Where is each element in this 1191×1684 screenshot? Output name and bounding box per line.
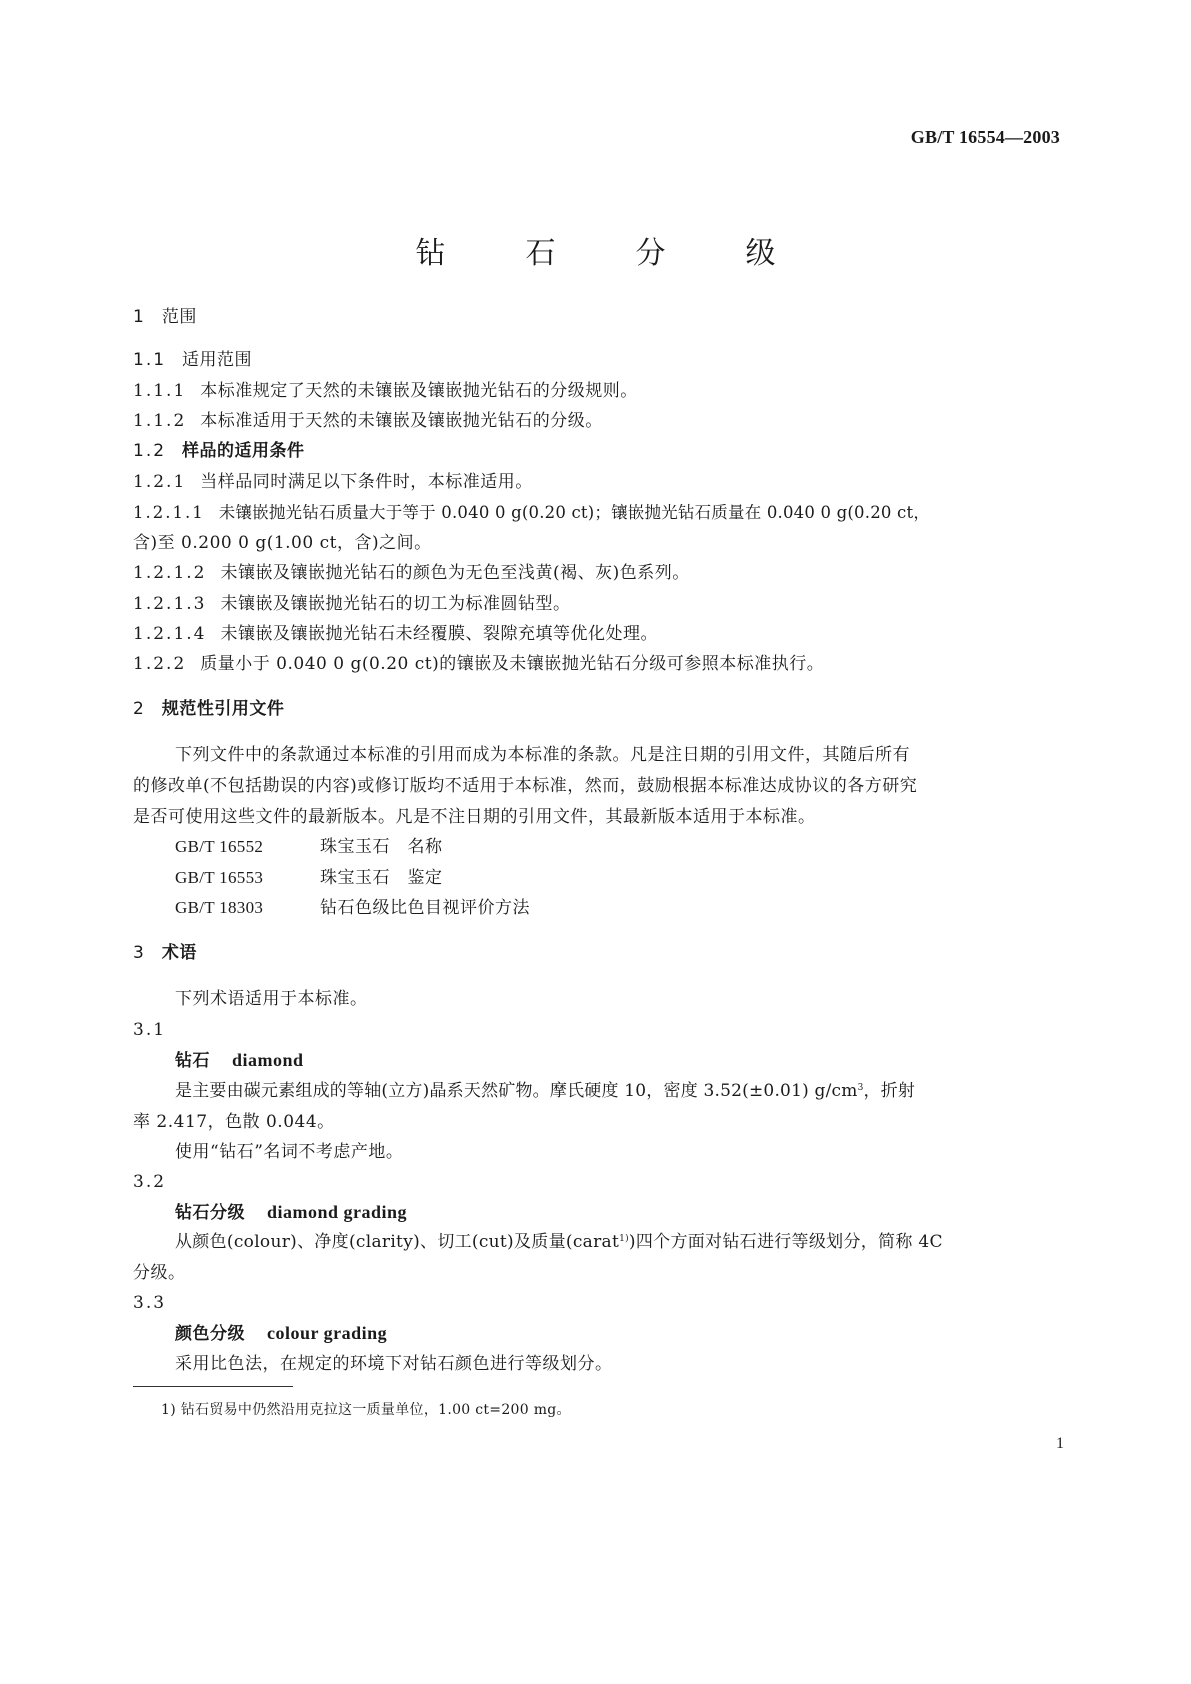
title-char: 钻 — [415, 236, 446, 271]
section-1-heading — [133, 305, 1058, 329]
section-number: 1.2 — [133, 441, 167, 461]
reference-code: GB/T 18303 — [175, 898, 264, 917]
term-definition-cont: 率 2.417，色散 0.044。 — [133, 1112, 335, 1132]
clause-1-2-1-1-cont — [133, 531, 1058, 555]
clause-1-1-2 — [133, 409, 1058, 433]
clause-1-2-1-1 — [133, 501, 1058, 525]
term-number: 3.2 — [133, 1172, 167, 1192]
clause-text: 质量小于 0.040 0 g(0.20 ct)的镶嵌及未镶嵌抛光钻石分级可参照本标准执行。 — [200, 654, 825, 674]
clause-text: 当样品同时满足以下条件时，本标准适用。 — [200, 472, 533, 492]
term-entry — [175, 1200, 1058, 1225]
section-1-2-heading — [133, 439, 1058, 463]
section-number: 1.1 — [133, 350, 167, 370]
footnote: 1) 钻石贸易中仍然沿用克拉这一质量单位，1.00 ct=200 mg。 — [161, 1402, 571, 1418]
reference-item — [175, 866, 1058, 890]
title-char: 级 — [745, 236, 776, 271]
footnote-divider — [133, 1386, 293, 1387]
reference-item — [175, 835, 1058, 859]
term-entry — [175, 1321, 1058, 1346]
term-definition: 采用比色法，在规定的环境下对钻石颜色进行等级划分。 — [175, 1354, 613, 1374]
section-2-heading — [133, 697, 1058, 721]
section-title: 规范性引用文件 — [161, 699, 285, 719]
term-english: colour grading — [267, 1323, 388, 1343]
clause-text: 未镶嵌及镶嵌抛光钻石未经覆膜、裂隙充填等优化处理。 — [220, 624, 658, 644]
section-title: 适用范围 — [182, 350, 253, 370]
section-title: 样品的适用条件 — [182, 441, 305, 461]
section-3-heading — [133, 941, 1058, 965]
clause-number: 1.1.1 — [133, 381, 187, 401]
clause-1-1-1 — [133, 379, 1058, 403]
paragraph-line: 是否可使用这些文件的最新版本。凡是不注日期的引用文件，其最新版本适用于本标准。 — [133, 807, 816, 827]
clause-text: 未镶嵌及镶嵌抛光钻石的切工为标准圆钻型。 — [220, 594, 571, 614]
paragraph-line: 的修改单(不包括勘误的内容)或修订版均不适用于本标准，然而，鼓励根据本标准达成协议的各方研究 — [133, 776, 918, 796]
document-title — [0, 228, 1191, 272]
term-entry — [175, 1048, 1058, 1073]
term-definition — [175, 1230, 1058, 1254]
footnote-marker: 1) — [619, 1234, 629, 1244]
title-char: 石 — [525, 236, 556, 271]
definition-text: )四个方面对钻石进行等级划分，简称 4C — [628, 1232, 943, 1252]
section-number: 3 — [133, 943, 146, 963]
clause-text: 未镶嵌抛光钻石质量大于等于 0.040 0 g(0.20 ct)；镶嵌抛光钻石质量在 0.040 0 g(0.20 ct， — [218, 503, 931, 522]
clause-1-2-1-4 — [133, 622, 1058, 646]
clause-number: 1.2.1.2 — [133, 563, 207, 583]
section-1-1-heading — [133, 348, 1058, 372]
reference-name: 珠宝玉石 鉴定 — [320, 868, 443, 888]
clause-number: 1.1.2 — [133, 411, 187, 431]
superscript: 3 — [857, 1083, 864, 1093]
term-number: 3.1 — [133, 1020, 167, 1040]
section-title: 术语 — [161, 943, 197, 963]
term-note: 使用“钻石”名词不考虑产地。 — [175, 1142, 404, 1162]
clause-1-2-1-2 — [133, 561, 1058, 585]
title-char: 分 — [635, 236, 666, 271]
clause-1-2-1 — [133, 470, 1058, 494]
section-title: 范围 — [161, 307, 197, 327]
reference-name: 珠宝玉石 名称 — [320, 837, 443, 857]
clause-1-2-1-3 — [133, 592, 1058, 616]
clause-text: 含)至 0.200 0 g(1.00 ct，含)之间。 — [133, 533, 432, 553]
term-english: diamond grading — [267, 1202, 408, 1222]
term-english: diamond — [232, 1050, 304, 1070]
reference-name: 钻石色级比色目视评价方法 — [320, 898, 530, 918]
term-chinese: 颜色分级 — [175, 1324, 245, 1344]
clause-text: 未镶嵌及镶嵌抛光钻石的颜色为无色至浅黄(褐、灰)色系列。 — [220, 563, 690, 583]
clause-number: 1.2.1.4 — [133, 624, 207, 644]
paragraph-line: 下列文件中的条款通过本标准的引用而成为本标准的条款。凡是注日期的引用文件，其随后所有 — [175, 745, 910, 765]
clause-1-2-2 — [133, 652, 1058, 676]
definition-text: 是主要由碳元素组成的等轴(立方)晶系天然矿物。摩氏硬度 10，密度 3.52(±0.01) g/cm — [175, 1081, 858, 1101]
clause-number: 1.2.1 — [133, 472, 187, 492]
reference-item — [175, 896, 1058, 920]
standard-code: GB/T 16554—2003 — [910, 127, 1060, 147]
page-number: 1 — [1056, 1435, 1064, 1452]
clause-text: 本标准适用于天然的未镶嵌及镶嵌抛光钻石的分级。 — [200, 411, 603, 431]
reference-code: GB/T 16552 — [175, 837, 264, 856]
clause-number: 1.2.1.1 — [133, 503, 205, 522]
definition-text: ，折射 — [863, 1081, 916, 1101]
clause-number: 1.2.1.3 — [133, 594, 207, 614]
reference-code: GB/T 16553 — [175, 868, 264, 887]
section-number: 1 — [133, 307, 146, 327]
definition-text: 从颜色(colour)、净度(clarity)、切工(cut)及质量(carat — [175, 1232, 620, 1252]
term-definition — [175, 1079, 1058, 1103]
term-number: 3.3 — [133, 1293, 167, 1313]
clause-text: 本标准规定了天然的未镶嵌及镶嵌抛光钻石的分级规则。 — [200, 381, 638, 401]
term-chinese: 钻石分级 — [175, 1203, 245, 1223]
section-number: 2 — [133, 699, 146, 719]
clause-number: 1.2.2 — [133, 654, 187, 674]
term-definition-cont: 分级。 — [133, 1263, 186, 1283]
paragraph-line: 下列术语适用于本标准。 — [175, 989, 368, 1009]
term-chinese: 钻石 — [175, 1051, 210, 1071]
